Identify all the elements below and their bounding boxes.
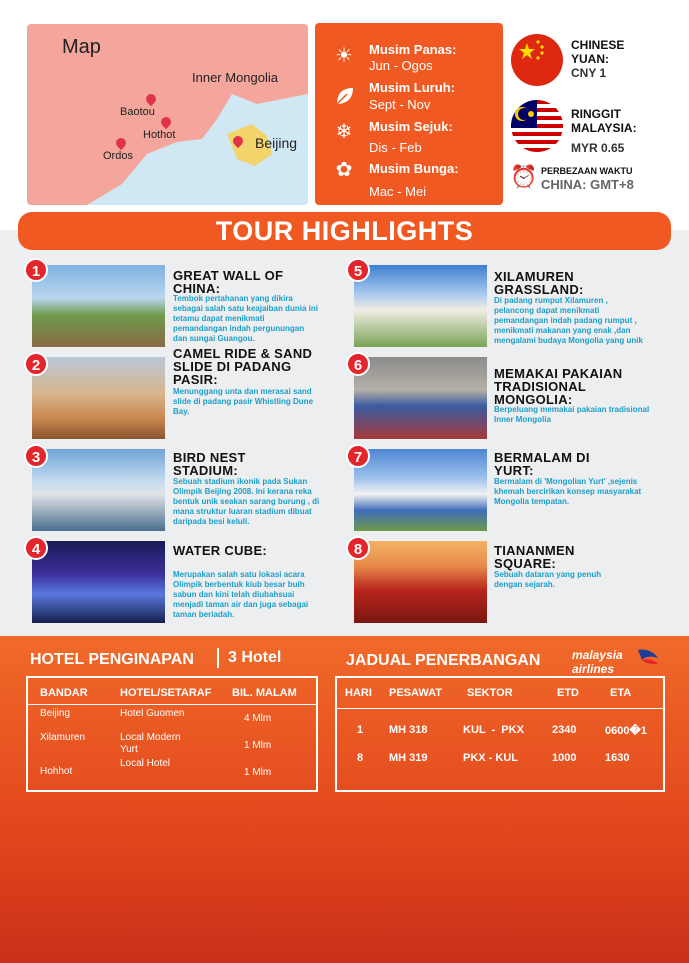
flight-heading: JADUAL PENERBANGAN	[346, 652, 541, 669]
map-panel	[27, 24, 308, 205]
flight-cell: 8	[357, 752, 364, 764]
highlight-number: 8	[346, 536, 370, 560]
hotel-table	[26, 676, 318, 792]
highlight-desc: Sebuah stadium ikonik pada Sukan Olimpik Beijing 2008. Ini kerana reka bentuk unik seakan sarang burung , di mana struktur luaran stadium dibuat daripada besi keluli.	[173, 477, 320, 526]
hotel-city: Hohhot	[40, 766, 73, 777]
highlight-desc: Bermalam di 'Mongolian Yurt' ,sejenis khemah bercirikan konsep masyarakat Mongolia tempatan.	[494, 477, 642, 506]
bird-nest-image	[32, 449, 165, 531]
highlight-title: CAMEL RIDE & SAND SLIDE DI PADANG PASIR:	[173, 346, 313, 387]
season-range: Dis - Feb	[369, 140, 422, 155]
flight-cell: 1630	[605, 752, 630, 764]
season-name: Musim Sejuk:	[369, 119, 453, 134]
flight-cell: 0600�1	[605, 725, 647, 737]
hotel-col-header: BIL. MALAM	[232, 687, 297, 699]
highlight-desc: Di padang rumput Xilamuren , pelancong dapat menikmati pemandangan indah padang rumput , menikmati makanan yang enak ,dan mengalami budaya Mongolia yang unik	[494, 296, 643, 345]
flight-cell: PKX - KUL	[463, 752, 518, 764]
highlight-title: MEMAKAI PAKAIAN TRADISIONAL MONGOLIA:	[494, 366, 623, 407]
hotel-city: Xilamuren	[40, 732, 86, 743]
seasons-panel	[315, 23, 503, 205]
map-label-baotou: Baotou	[120, 106, 155, 118]
banner-title: TOUR HIGHLIGHTS	[215, 216, 474, 246]
flight-col-header: SEKTOR	[467, 687, 513, 699]
china-flag-icon	[511, 34, 563, 86]
hotel-city: Beijing	[40, 708, 71, 719]
season-name: Musim Luruh:	[369, 80, 455, 95]
hotel-nights: 1 Mlm	[244, 740, 272, 751]
highlight-title: GREAT WALL OF CHINA:	[173, 268, 284, 296]
highlight-title: WATER CUBE:	[173, 543, 268, 558]
camel-ride-image	[32, 357, 165, 439]
hotel-name: Local Hotel	[120, 758, 171, 769]
highlight-number: 6	[346, 352, 370, 376]
season-range: Mac - Mei	[369, 184, 427, 199]
highlight-title: BIRD NEST STADIUM:	[173, 450, 246, 478]
highlight-desc: Berpeluang memakai pakaian tradisional Inner Mongolia	[494, 405, 650, 424]
flight-cell: MH 319	[389, 752, 428, 764]
tiananmen-image	[354, 541, 487, 623]
highlight-desc: Sebuah dataran yang penuh dengan sejarah.	[494, 570, 602, 589]
flight-col-header: ETD	[557, 687, 579, 699]
hotel-col-header: HOTEL/SETARAF	[120, 687, 212, 699]
hotel-nights: 1 Mlm	[244, 767, 272, 778]
highlight-title: BERMALAM DI YURT:	[494, 450, 590, 478]
tour-highlights-banner	[18, 212, 671, 250]
highlight-number: 2	[24, 352, 48, 376]
flight-col-header: PESAWAT	[389, 687, 442, 699]
map-label-inner-mongolia: Inner Mongolia	[192, 70, 278, 85]
hotel-count: 3 Hotel	[228, 649, 282, 666]
airline-logo-text: malaysia airlines	[572, 648, 623, 676]
traditional-costume-image	[354, 357, 487, 439]
flight-table	[335, 676, 665, 792]
leaf-icon	[333, 85, 355, 107]
map-label-ordos: Ordos	[103, 150, 133, 162]
great-wall-image	[32, 265, 165, 347]
highlight-number: 4	[24, 536, 48, 560]
flight-table-divider	[337, 708, 663, 709]
hotel-name: Hotel Guomen	[120, 708, 185, 719]
map-label-beijing: Beijing	[255, 135, 298, 151]
flight-cell: KUL - PKX	[463, 724, 524, 736]
flight-cell: 2340	[552, 724, 577, 736]
flower-icon: ✿	[335, 159, 353, 181]
cny-title: CHINESE YUAN:	[571, 38, 625, 66]
myr-title: RINGGIT MALAYSIA:	[571, 107, 637, 135]
alarm-clock-icon: ⏰	[510, 164, 538, 189]
sun-icon: ☀	[335, 45, 353, 67]
highlight-desc: Merupakan salah satu lokasi acara Olimpik berbentuk kiub besar buih sabun dan kini telah diubahsuai menjadi taman air dan juga sebagai taman beriadah.	[173, 570, 309, 619]
heading-divider	[217, 648, 219, 668]
water-cube-image	[32, 541, 165, 623]
flight-cell: 1000	[552, 752, 577, 764]
flight-cell: 1	[357, 724, 364, 736]
yurt-image	[354, 449, 487, 531]
season-range: Jun - Ogos	[369, 58, 433, 73]
hotel-heading: HOTEL PENGINAPAN	[30, 651, 194, 668]
malaysia-airlines-logo	[572, 646, 662, 676]
hotel-nights: 4 Mlm	[244, 713, 272, 724]
season-name: Musim Bunga:	[369, 161, 459, 176]
timezone-title: PERBEZAAN WAKTU	[541, 166, 633, 176]
highlight-desc: Tembok pertahanan yang dikira sebagai salah satu keajaiban dunia ini tetamu dapat menikmati pemandangan indah pergunungan dan sungai Guangou.	[173, 294, 318, 343]
highlight-title: TIANANMEN SQUARE:	[494, 543, 575, 571]
xilamuren-image	[354, 265, 487, 347]
highlight-number: 5	[346, 258, 370, 282]
timezone-value: CHINA: GMT+8	[541, 177, 634, 192]
hotel-col-header: BANDAR	[40, 687, 88, 699]
season-name: Musim Panas:	[369, 42, 457, 57]
myr-value: MYR 0.65	[571, 141, 625, 155]
highlight-number: 7	[346, 444, 370, 468]
highlight-desc: Menunggang unta dan merasai sand slide di padang pasir Whistling Dune Bay.	[173, 387, 314, 416]
highlight-title: XILAMUREN GRASSLAND:	[494, 269, 584, 297]
hotel-name: Local Modern Yurt	[120, 732, 181, 755]
snowflake-icon: ❄	[335, 121, 353, 143]
highlight-number: 1	[24, 258, 48, 282]
hotel-table-divider	[28, 704, 316, 705]
flight-col-header: ETA	[610, 687, 632, 699]
cny-value: CNY 1	[571, 66, 607, 80]
flight-col-header: HARI	[345, 687, 372, 699]
malaysia-flag-icon	[511, 100, 563, 152]
map-label-hothot: Hothot	[143, 129, 176, 141]
season-range: Sept - Nov	[369, 97, 431, 112]
map-title: Map	[62, 36, 101, 58]
flight-cell: MH 318	[389, 724, 428, 736]
highlight-number: 3	[24, 444, 48, 468]
